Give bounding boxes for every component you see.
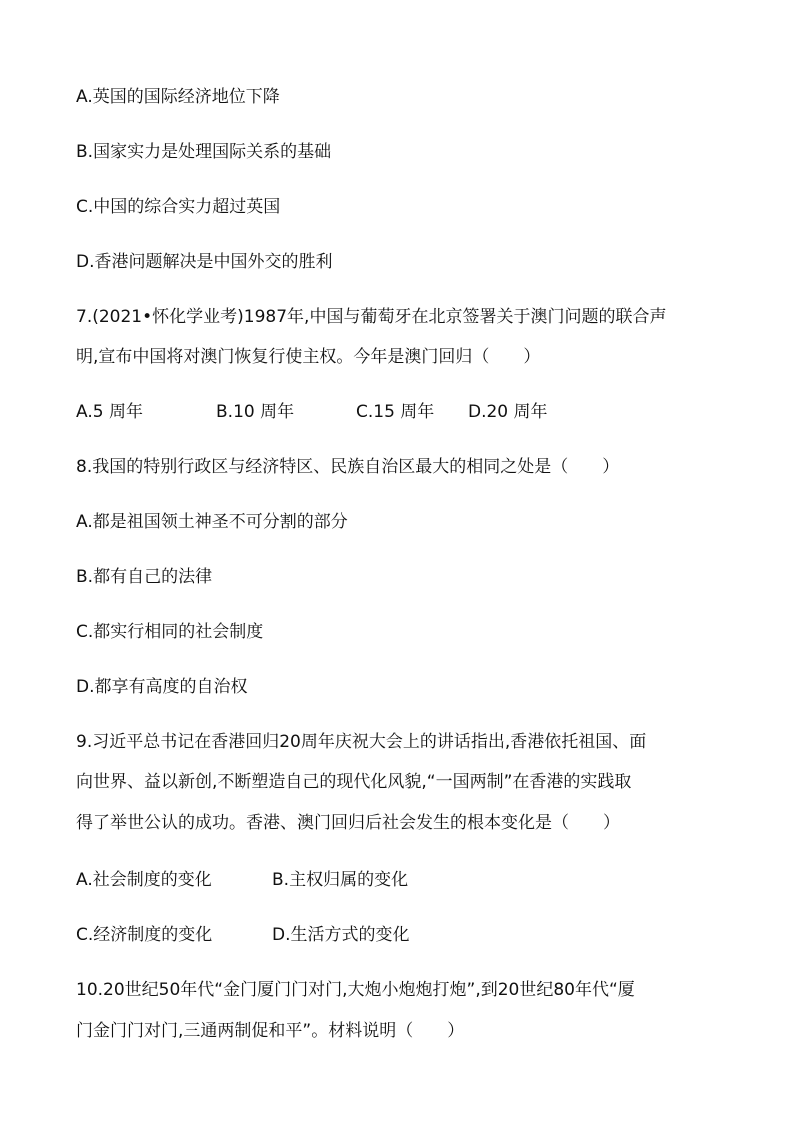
- q9-stem-line-3: 得了举世公认的成功。香港、澳门回归后社会发生的根本变化是（ ）: [76, 813, 620, 833]
- q10-stem-line-1: 10.20世纪50年代“金门厦门门对门,大炮小炮炮打炮”,到20世纪80年代“厦: [76, 980, 635, 1000]
- q9-options-row-2: [76, 924, 410, 946]
- q8-option-a: A.都是祖国领土神圣不可分割的部分: [76, 512, 348, 532]
- q9-option-d: D.生活方式的变化: [272, 925, 410, 945]
- q9-option-c: C.经济制度的变化: [76, 925, 213, 945]
- q6-option-a: A.英国的国际经济地位下降: [76, 87, 280, 107]
- q6-option-c: C.中国的综合实力超过英国: [76, 197, 281, 217]
- q9-stem-line-1: 9.习近平总书记在香港回归20周年庆祝大会上的讲话指出,香港依托祖国、面: [76, 732, 647, 752]
- q7-option-a: A.5 周年: [76, 402, 143, 422]
- q9-option-b: B.主权归属的变化: [272, 870, 409, 890]
- q7-option-d: D.20 周年: [468, 402, 548, 422]
- q7-stem-line-1: 7.(2021•怀化学业考)1987年,中国与葡萄牙在北京签署关于澳门问题的联合声: [76, 307, 667, 327]
- q7-stem-line-2: 明,宣布中国将对澳门恢复行使主权。今年是澳门回归（ ）: [76, 347, 541, 367]
- q7-option-c: C.15 周年: [356, 402, 435, 422]
- q9-stem-line-2: 向世界、益以新创,不断塑造自己的现代化风貌,“一国两制”在香港的实践取: [76, 772, 632, 792]
- q7-option-b: B.10 周年: [216, 402, 295, 422]
- q7-options-row: [76, 401, 548, 423]
- q9-option-a: A.社会制度的变化: [76, 870, 212, 890]
- q9-options-row-1: [76, 869, 408, 891]
- q8-option-b: B.都有自己的法律: [76, 567, 213, 587]
- q6-option-b: B.国家实力是处理国际关系的基础: [76, 142, 332, 162]
- q8-option-d: D.都享有高度的自治权: [76, 677, 248, 697]
- q6-option-d: D.香港问题解决是中国外交的胜利: [76, 252, 333, 272]
- q8-stem: 8.我国的特别行政区与经济特区、民族自治区最大的相同之处是（ ）: [76, 457, 620, 477]
- q8-option-c: C.都实行相同的社会制度: [76, 622, 264, 642]
- q10-stem-line-2: 门金门门对门,三通两制促和平”。材料说明（ ）: [76, 1021, 465, 1041]
